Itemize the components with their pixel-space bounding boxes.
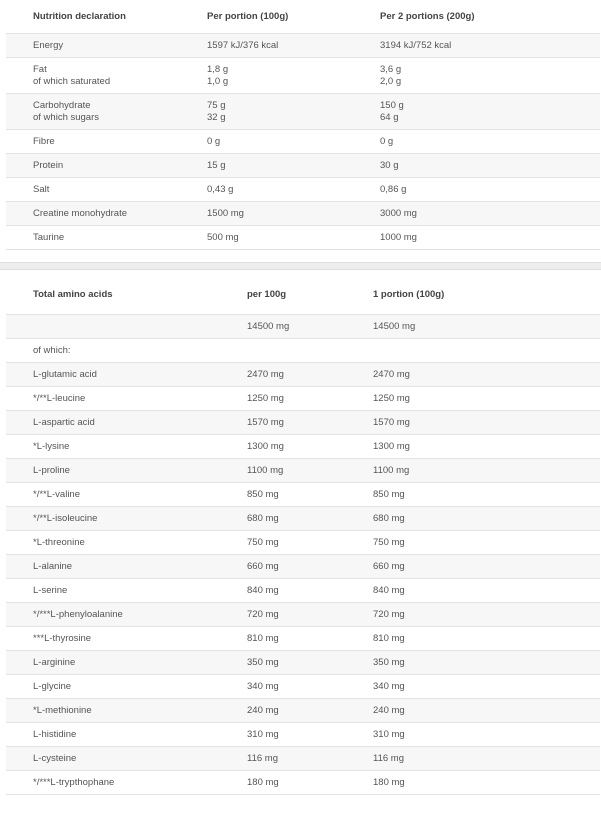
nutrient-label-text: Energy	[33, 39, 64, 51]
per-portion-value	[346, 699, 600, 723]
per-portion-value	[346, 315, 600, 339]
table-row	[6, 747, 600, 771]
per-portion-value	[346, 387, 600, 411]
per-100g-value	[220, 723, 346, 747]
per-100g-value	[220, 435, 346, 459]
per-100g-value	[220, 363, 346, 387]
per-portion-value	[346, 507, 600, 531]
per-100g-value	[220, 699, 346, 723]
per-portion-value-text: 180 mg	[373, 776, 405, 788]
nutrient-label-text: Carbohydrate	[33, 99, 91, 111]
amino-acid-label	[6, 435, 220, 459]
per-2-portions-value-text: 3000 mg	[380, 207, 417, 219]
per-portion-value	[180, 34, 353, 58]
nutrient-label	[6, 94, 180, 130]
per-portion-value-text: 1500 mg	[207, 207, 244, 219]
per-100g-value	[220, 531, 346, 555]
amino-acid-label-text: */**L-isoleucine	[33, 512, 98, 524]
amino-header-row	[6, 276, 600, 315]
table-row	[6, 339, 600, 363]
per-100g-value	[220, 627, 346, 651]
per-portion-value-text: 1597 kJ/376 kcal	[207, 39, 279, 51]
amino-acid-label-text: L-proline	[33, 464, 70, 476]
table-row	[6, 459, 600, 483]
header-per-100g-text: per 100g	[247, 289, 287, 300]
table-row	[6, 411, 600, 435]
per-100g-value-text: 310 mg	[247, 728, 279, 740]
per-portion-value	[346, 747, 600, 771]
amino-acid-label	[6, 459, 220, 483]
nutrition-header-row	[6, 0, 600, 34]
per-portion-value	[346, 411, 600, 435]
table-row	[6, 699, 600, 723]
per-2-portions-value	[353, 58, 600, 94]
per-portion-value-text: 660 mg	[373, 560, 405, 572]
nutrient-label	[6, 130, 180, 154]
table-row	[6, 723, 600, 747]
table-row	[6, 58, 600, 94]
table-row	[6, 483, 600, 507]
section-divider	[0, 262, 601, 270]
per-100g-value-text: 1100 mg	[247, 464, 284, 476]
amino-acid-label-text: */***L-phenyloalanine	[33, 608, 123, 620]
per-portion-value-text: 350 mg	[373, 656, 405, 668]
per-portion-value-text: 15 g	[207, 159, 226, 171]
amino-acid-label	[6, 363, 220, 387]
table-row	[6, 130, 600, 154]
header-per-2-portions-text: Per 2 portions (200g)	[380, 10, 475, 22]
per-portion-value-text: 14500 mg	[373, 320, 416, 332]
nutrition-table	[6, 0, 600, 250]
per-portion-value-text: 310 mg	[373, 728, 405, 740]
per-portion-value	[346, 483, 600, 507]
per-portion-value	[346, 627, 600, 651]
per-2-portions-value-text: 0,86 g	[380, 183, 407, 195]
nutrient-label	[6, 34, 180, 58]
per-100g-value-text: 1300 mg	[247, 440, 284, 452]
per-100g-value-text: 1250 mg	[247, 392, 284, 404]
per-100g-value	[220, 339, 346, 363]
per-portion-value-text: 0,43 g	[207, 183, 234, 195]
per-portion-value	[346, 531, 600, 555]
amino-acid-label-text: L-glutamic acid	[33, 368, 97, 380]
table-row	[6, 603, 600, 627]
table-row	[6, 675, 600, 699]
table-row	[6, 651, 600, 675]
per-2-portions-value-text: 2,0 g	[380, 75, 402, 87]
amino-acid-label	[6, 675, 220, 699]
per-portion-value-text: 1,0 g	[207, 75, 229, 87]
per-100g-value	[220, 579, 346, 603]
nutrient-label-text: Protein	[33, 159, 64, 171]
per-portion-value	[346, 675, 600, 699]
nutrient-label-text: of which saturated	[33, 75, 111, 87]
per-portion-value	[180, 226, 353, 250]
header-1-portion-text: 1 portion (100g)	[373, 289, 445, 300]
per-100g-value-text: 180 mg	[247, 776, 279, 788]
per-100g-value	[220, 771, 346, 795]
per-100g-value-text: 116 mg	[247, 752, 278, 764]
per-portion-value-text: 500 mg	[207, 231, 239, 243]
per-2-portions-value	[353, 226, 600, 250]
per-portion-value-text: 75 g	[207, 99, 226, 111]
table-row	[6, 363, 600, 387]
per-portion-value-text: 750 mg	[373, 536, 405, 548]
per-2-portions-value	[353, 94, 600, 130]
header-total-amino-acids-text: Total amino acids	[33, 289, 113, 300]
per-2-portions-value	[353, 202, 600, 226]
header-nutrition-declaration-text: Nutrition declaration	[33, 10, 126, 22]
per-100g-value-text: 1570 mg	[247, 416, 284, 428]
per-portion-value-text: 240 mg	[373, 704, 405, 716]
amino-acid-table	[6, 276, 600, 795]
table-row	[6, 435, 600, 459]
per-portion-value	[346, 363, 600, 387]
per-portion-value-text: 840 mg	[373, 584, 405, 596]
per-portion-value	[346, 771, 600, 795]
per-2-portions-value-text: 1000 mg	[380, 231, 417, 243]
amino-acid-label-text: L-arginine	[33, 656, 76, 668]
amino-acid-label	[6, 315, 220, 339]
per-100g-value-text: 14500 mg	[247, 320, 290, 332]
per-100g-value	[220, 315, 346, 339]
per-portion-value-text: 2470 mg	[373, 368, 410, 380]
amino-acid-label	[6, 339, 220, 363]
header-per-portion-text: Per portion (100g)	[207, 10, 289, 22]
per-portion-value-text: 1100 mg	[373, 464, 410, 476]
amino-acid-label	[6, 531, 220, 555]
per-portion-value-text: 720 mg	[373, 608, 405, 620]
per-portion-value-text: 1570 mg	[373, 416, 410, 428]
per-100g-value-text: 340 mg	[247, 680, 279, 692]
nutrient-label-text: Salt	[33, 183, 50, 195]
amino-acid-label-text: of which:	[33, 344, 71, 356]
per-portion-value	[180, 94, 353, 130]
header-per-portion	[180, 0, 353, 34]
amino-acid-label-text: *L-lysine	[33, 440, 70, 452]
table-row	[6, 202, 600, 226]
nutrient-label	[6, 202, 180, 226]
per-100g-value	[220, 507, 346, 531]
amino-acid-label-text: */**L-leucine	[33, 392, 86, 404]
per-100g-value	[220, 675, 346, 699]
amino-acid-label	[6, 555, 220, 579]
header-per-2-portions	[353, 0, 600, 34]
table-row	[6, 555, 600, 579]
table-row	[6, 579, 600, 603]
per-100g-value-text: 2470 mg	[247, 368, 284, 380]
per-portion-value	[346, 339, 600, 363]
table-row	[6, 771, 600, 795]
table-row	[6, 226, 600, 250]
nutrient-label-text: Taurine	[33, 231, 65, 243]
per-portion-value	[346, 723, 600, 747]
header-1-portion	[346, 276, 600, 315]
amino-acid-label-text: ***L-thyrosine	[33, 632, 92, 644]
nutrient-label	[6, 154, 180, 178]
amino-acid-label	[6, 579, 220, 603]
per-portion-value	[180, 178, 353, 202]
table-row	[6, 387, 600, 411]
per-portion-value	[346, 579, 600, 603]
amino-acid-label	[6, 483, 220, 507]
amino-acid-label-text: */**L-valine	[33, 488, 80, 500]
per-100g-value	[220, 555, 346, 579]
amino-acid-label	[6, 723, 220, 747]
per-2-portions-value-text: 3194 kJ/752 kcal	[380, 39, 452, 51]
per-2-portions-value-text: 0 g	[380, 135, 394, 147]
per-100g-value-text: 810 mg	[247, 632, 279, 644]
amino-acid-label	[6, 507, 220, 531]
per-portion-value	[180, 154, 353, 178]
per-portion-value	[180, 58, 353, 94]
table-row	[6, 154, 600, 178]
per-100g-value-text: 720 mg	[247, 608, 279, 620]
per-portion-value	[346, 459, 600, 483]
per-portion-value	[346, 555, 600, 579]
amino-acid-label-text: *L-methionine	[33, 704, 92, 716]
per-2-portions-value-text: 150 g	[380, 99, 404, 111]
table-row	[6, 627, 600, 651]
per-100g-value	[220, 603, 346, 627]
table-row	[6, 94, 600, 130]
per-100g-value-text: 840 mg	[247, 584, 279, 596]
header-nutrition-declaration	[6, 0, 180, 34]
nutrient-label-text: Creatine monohydrate	[33, 207, 127, 219]
amino-acid-label-text: L-alanine	[33, 560, 73, 572]
per-100g-value-text: 680 mg	[247, 512, 279, 524]
per-2-portions-value-text: 3,6 g	[380, 63, 402, 75]
amino-acid-label-text: L-glycine	[33, 680, 72, 692]
per-100g-value	[220, 747, 346, 771]
amino-acid-label-text: */***L-trypthophane	[33, 776, 115, 788]
per-2-portions-value	[353, 34, 600, 58]
table-row	[6, 531, 600, 555]
amino-acid-label-text: L-histidine	[33, 728, 77, 740]
amino-acid-label-text: L-aspartic acid	[33, 416, 95, 428]
amino-acid-label-text: *L-threonine	[33, 536, 85, 548]
amino-acid-label-text: L-cysteine	[33, 752, 77, 764]
per-2-portions-value-text: 64 g	[380, 111, 399, 123]
amino-acid-label	[6, 411, 220, 435]
per-portion-value-text: 1,8 g	[207, 63, 229, 75]
per-100g-value-text: 240 mg	[247, 704, 279, 716]
per-100g-value	[220, 651, 346, 675]
table-row	[6, 178, 600, 202]
per-100g-value	[220, 483, 346, 507]
amino-acid-label	[6, 627, 220, 651]
per-100g-value-text: 850 mg	[247, 488, 279, 500]
amino-acid-label	[6, 747, 220, 771]
per-2-portions-value	[353, 178, 600, 202]
per-portion-value-text: 850 mg	[373, 488, 405, 500]
header-per-100g	[220, 276, 346, 315]
per-portion-value-text: 680 mg	[373, 512, 405, 524]
per-portion-value-text: 116 mg	[373, 752, 404, 764]
amino-acid-label	[6, 771, 220, 795]
nutrient-label	[6, 58, 180, 94]
per-100g-value-text: 660 mg	[247, 560, 279, 572]
per-portion-value-text: 340 mg	[373, 680, 405, 692]
per-100g-value	[220, 411, 346, 435]
table-row	[6, 34, 600, 58]
nutrient-label	[6, 178, 180, 202]
per-portion-value	[346, 651, 600, 675]
nutrient-label-text: Fat	[33, 63, 47, 75]
nutrient-label	[6, 226, 180, 250]
per-portion-value-text: 32 g	[207, 111, 226, 123]
table-row	[6, 315, 600, 339]
amino-acid-label	[6, 387, 220, 411]
per-portion-value-text: 0 g	[207, 135, 221, 147]
per-2-portions-value	[353, 130, 600, 154]
nutrient-label-text: Fibre	[33, 135, 55, 147]
per-portion-value	[346, 603, 600, 627]
per-100g-value	[220, 459, 346, 483]
per-portion-value	[180, 202, 353, 226]
per-100g-value	[220, 387, 346, 411]
table-row	[6, 507, 600, 531]
per-2-portions-value	[353, 154, 600, 178]
per-2-portions-value-text: 30 g	[380, 159, 399, 171]
per-portion-value-text: 810 mg	[373, 632, 405, 644]
per-portion-value	[346, 435, 600, 459]
amino-acid-label-text: L-serine	[33, 584, 68, 596]
per-portion-value-text: 1300 mg	[373, 440, 410, 452]
per-100g-value-text: 350 mg	[247, 656, 279, 668]
header-total-amino-acids	[6, 276, 220, 315]
per-100g-value-text: 750 mg	[247, 536, 279, 548]
per-portion-value	[180, 130, 353, 154]
nutrient-label-text: of which sugars	[33, 111, 100, 123]
amino-acid-label	[6, 603, 220, 627]
per-portion-value-text: 1250 mg	[373, 392, 410, 404]
amino-acid-label	[6, 651, 220, 675]
amino-acid-label	[6, 699, 220, 723]
